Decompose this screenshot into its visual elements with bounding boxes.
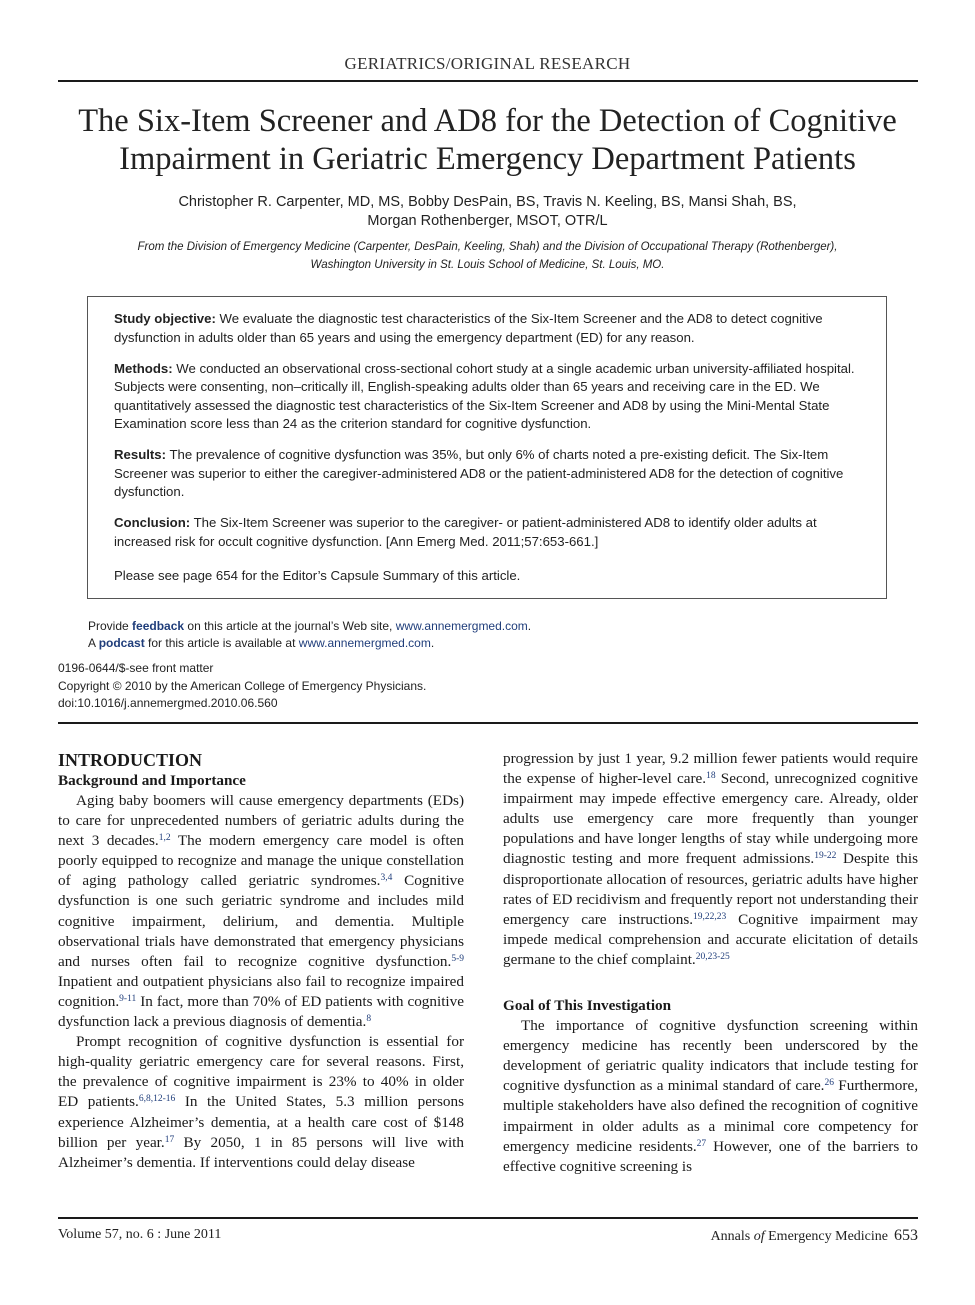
paragraph: Prompt recognition of cognitive dysfunction is essential for high-quality geriatric emergency care for several reasons. First, the prevalence of cognitive impairment is 23% to 40% in older ED patients.$^{6,8,12-16}$ In the United States, 5.3 million persons experience Alzheimer’s dementia, at a health care cost of $148 billion per year.$^{17}$ By 2050, 1 in 85 persons will live with Alzheimer’s dementia. If interventions could delay disease [58, 1033, 465, 1171]
abstract-objective: Study objective: We evaluate the diagnostic test characteristics of the Six-Item Screener and the AD8 to detect cognitive dysfunction in adults older than 65 years and using the emergency department (ED) for any reason. [114, 311, 823, 345]
abstract-results: Results: The prevalence of cognitive dysfunction was 35%, but only 6% of charts noted a pre-existing deficit. The Six-Item Screener was superior to either the caregiver-administered AD8 or the patient-administered AD8 for the detection of cognitive dysfunction. [114, 447, 844, 499]
capsule-note: Please see page 654 for the Editor’s Capsule Summary of this article. [114, 568, 521, 583]
author-list: Christopher R. Carpenter, MD, MS, Bobby DesPain, BS, Travis N. Keeling, BS, Mansi Shah, BS, Morgan Rothenberger, MSOT, OTR/L [178, 194, 797, 229]
abstract-box [87, 296, 887, 599]
header-rule [58, 80, 918, 82]
citation[interactable]: 6,8,12-16 [138, 1094, 176, 1105]
background-heading: Background and Importance [58, 772, 246, 789]
feedback-link[interactable]: feedback [132, 619, 185, 633]
citation[interactable]: 18 [706, 771, 716, 782]
citation[interactable]: 3,4 [380, 873, 393, 884]
podcast-website-link[interactable]: www.annemergmed.com [298, 636, 431, 650]
section-label: GERIATRICS/ORIGINAL RESEARCH [344, 54, 631, 73]
citation[interactable]: 9-11 [119, 993, 137, 1004]
page-number: 653 [894, 1227, 918, 1244]
journal-footer: Annals of Emergency Medicine 653 [710, 1227, 918, 1244]
citation[interactable]: 5-9 [451, 953, 464, 964]
publication-meta [58, 660, 426, 713]
citation[interactable]: 17 [164, 1134, 175, 1145]
citation[interactable]: 8 [366, 1014, 372, 1025]
citation[interactable]: 1,2 [158, 833, 171, 844]
paragraph: progression by just 1 year, 9.2 million fewer patients would require the expense of higher-level care.$^{18}$ Second, unrecognized cognitive impairment may impede effective emergency care. Already, older adults use emergency care more frequently than younger populations and have longer lengths of stay while undergoing more diagnostic testing and more frequent admissions.$^{19-22}$ Despite this disproportionate allocation of resources, geriatric adults have higher rates of ED recidivism and frequently report not understanding their emergency care instructions.$^{19,22,23}$ Cognitive impairment may impede medical comprehension and accurate elicitation of details germane to the chief complaint.$^{20,23-25}$ [503, 750, 919, 968]
intro-heading: INTRODUCTION [58, 750, 203, 770]
abstract-conclusion: Conclusion: The Six-Item Screener was superior to the caregiver- or patient-administered AD8 to identify older adults at increased risk for occult cognitive dysfunction. [Ann Emerg Med. 2011;57:653-661.] [114, 515, 817, 549]
copyright: Copyright © 2010 by the American College of Emergency Physicians. [58, 678, 427, 693]
abstract-methods: Methods: We conducted an observational cross-sectional cohort study at a single academic urban university-affiliated hospital. Subjects were consenting, non–critically ill, English-speaking adults older than 65 years and receiving care in the ED. We quantitatively assessed the diagnostic test characteristics of the Six-Item Screener and AD8 by using the Mini-Mental State Examination score less than 24 as the criterion standard for cognitive dysfunction. [114, 360, 855, 431]
citation[interactable]: 19-22 [814, 851, 837, 862]
article-title: The Six-Item Screener and AD8 for the Detection of Cognitive Impairment in Geriatric Emergency Department Patients [78, 103, 897, 177]
citation[interactable]: 20,23-25 [695, 951, 730, 962]
website-link[interactable]: www.annemergmed.com [395, 619, 528, 633]
affiliation: From the Division of Emergency Medicine (Carpenter, DesPain, Keeling, Shah) and the Division of Occupational Therapy (Rothenberger), Washington University in St. Louis School of Medicine, St. Louis, MO. [137, 241, 838, 271]
feedback-note: Provide feedback on this article at the journal’s Web site, www.annemergmed.com. [88, 619, 532, 633]
doi[interactable]: doi:10.1016/j.annemergmed.2010.06.560 [58, 696, 278, 710]
podcast-note: A podcast for this article is available at www.annemergmed.com. [88, 636, 435, 650]
paragraph: Aging baby boomers will cause emergency departments (EDs) to care for unprecedented numbers of geriatric adults during the next 3 decades.$^{1,2}$ The modern emergency care model is often poorly equipped to recognize and manage the unique constellation of aging pathology called geriatric syndromes.$^{3,4}$ Cognitive dysfunction is one such geriatric syndrome and includes mild cognitive impairment, delirium, and dementia. Multiple observational trials have demonstrated that emergency physicians and nurses often fail to recognize cognitive dysfunction.$^{5-9}$ Inpatient and outpatient physicians also fail to recognize impaired cognition.$^{9-11}$ In fact, more than 70% of ED patients with cognitive dysfunction lack a previous diagnosis of dementia.$^8$ [58, 792, 465, 1031]
body-column-right [503, 749, 918, 1177]
citation[interactable]: 26 [824, 1078, 834, 1089]
citation[interactable]: 27 [696, 1138, 707, 1149]
citation[interactable]: 19,22,23 [693, 911, 727, 922]
body-column-left [58, 749, 464, 1173]
footer-rule [58, 1217, 918, 1219]
front-matter-rule [58, 722, 918, 724]
podcast-link[interactable]: podcast [98, 636, 145, 650]
paragraph: The importance of cognitive dysfunction screening within emergency medicine has recently been underscored by the development of geriatric quality indicators that include testing for cognitive dysfunction as a minimal standard of care.$^{26}$ Furthermore, multiple stakeholders have also defined the recognition of cognitive impairment in older adults as a minimal core competency for emergency medicine residents.$^{27}$ However, one of the barriers to effective cognitive screening is [503, 1017, 918, 1175]
goal-heading: Goal of This Investigation [503, 997, 672, 1015]
issn: 0196-0644/$-see front matter [58, 661, 214, 675]
volume-info: Volume 57, no. 6 : June 2011 [58, 1227, 222, 1242]
